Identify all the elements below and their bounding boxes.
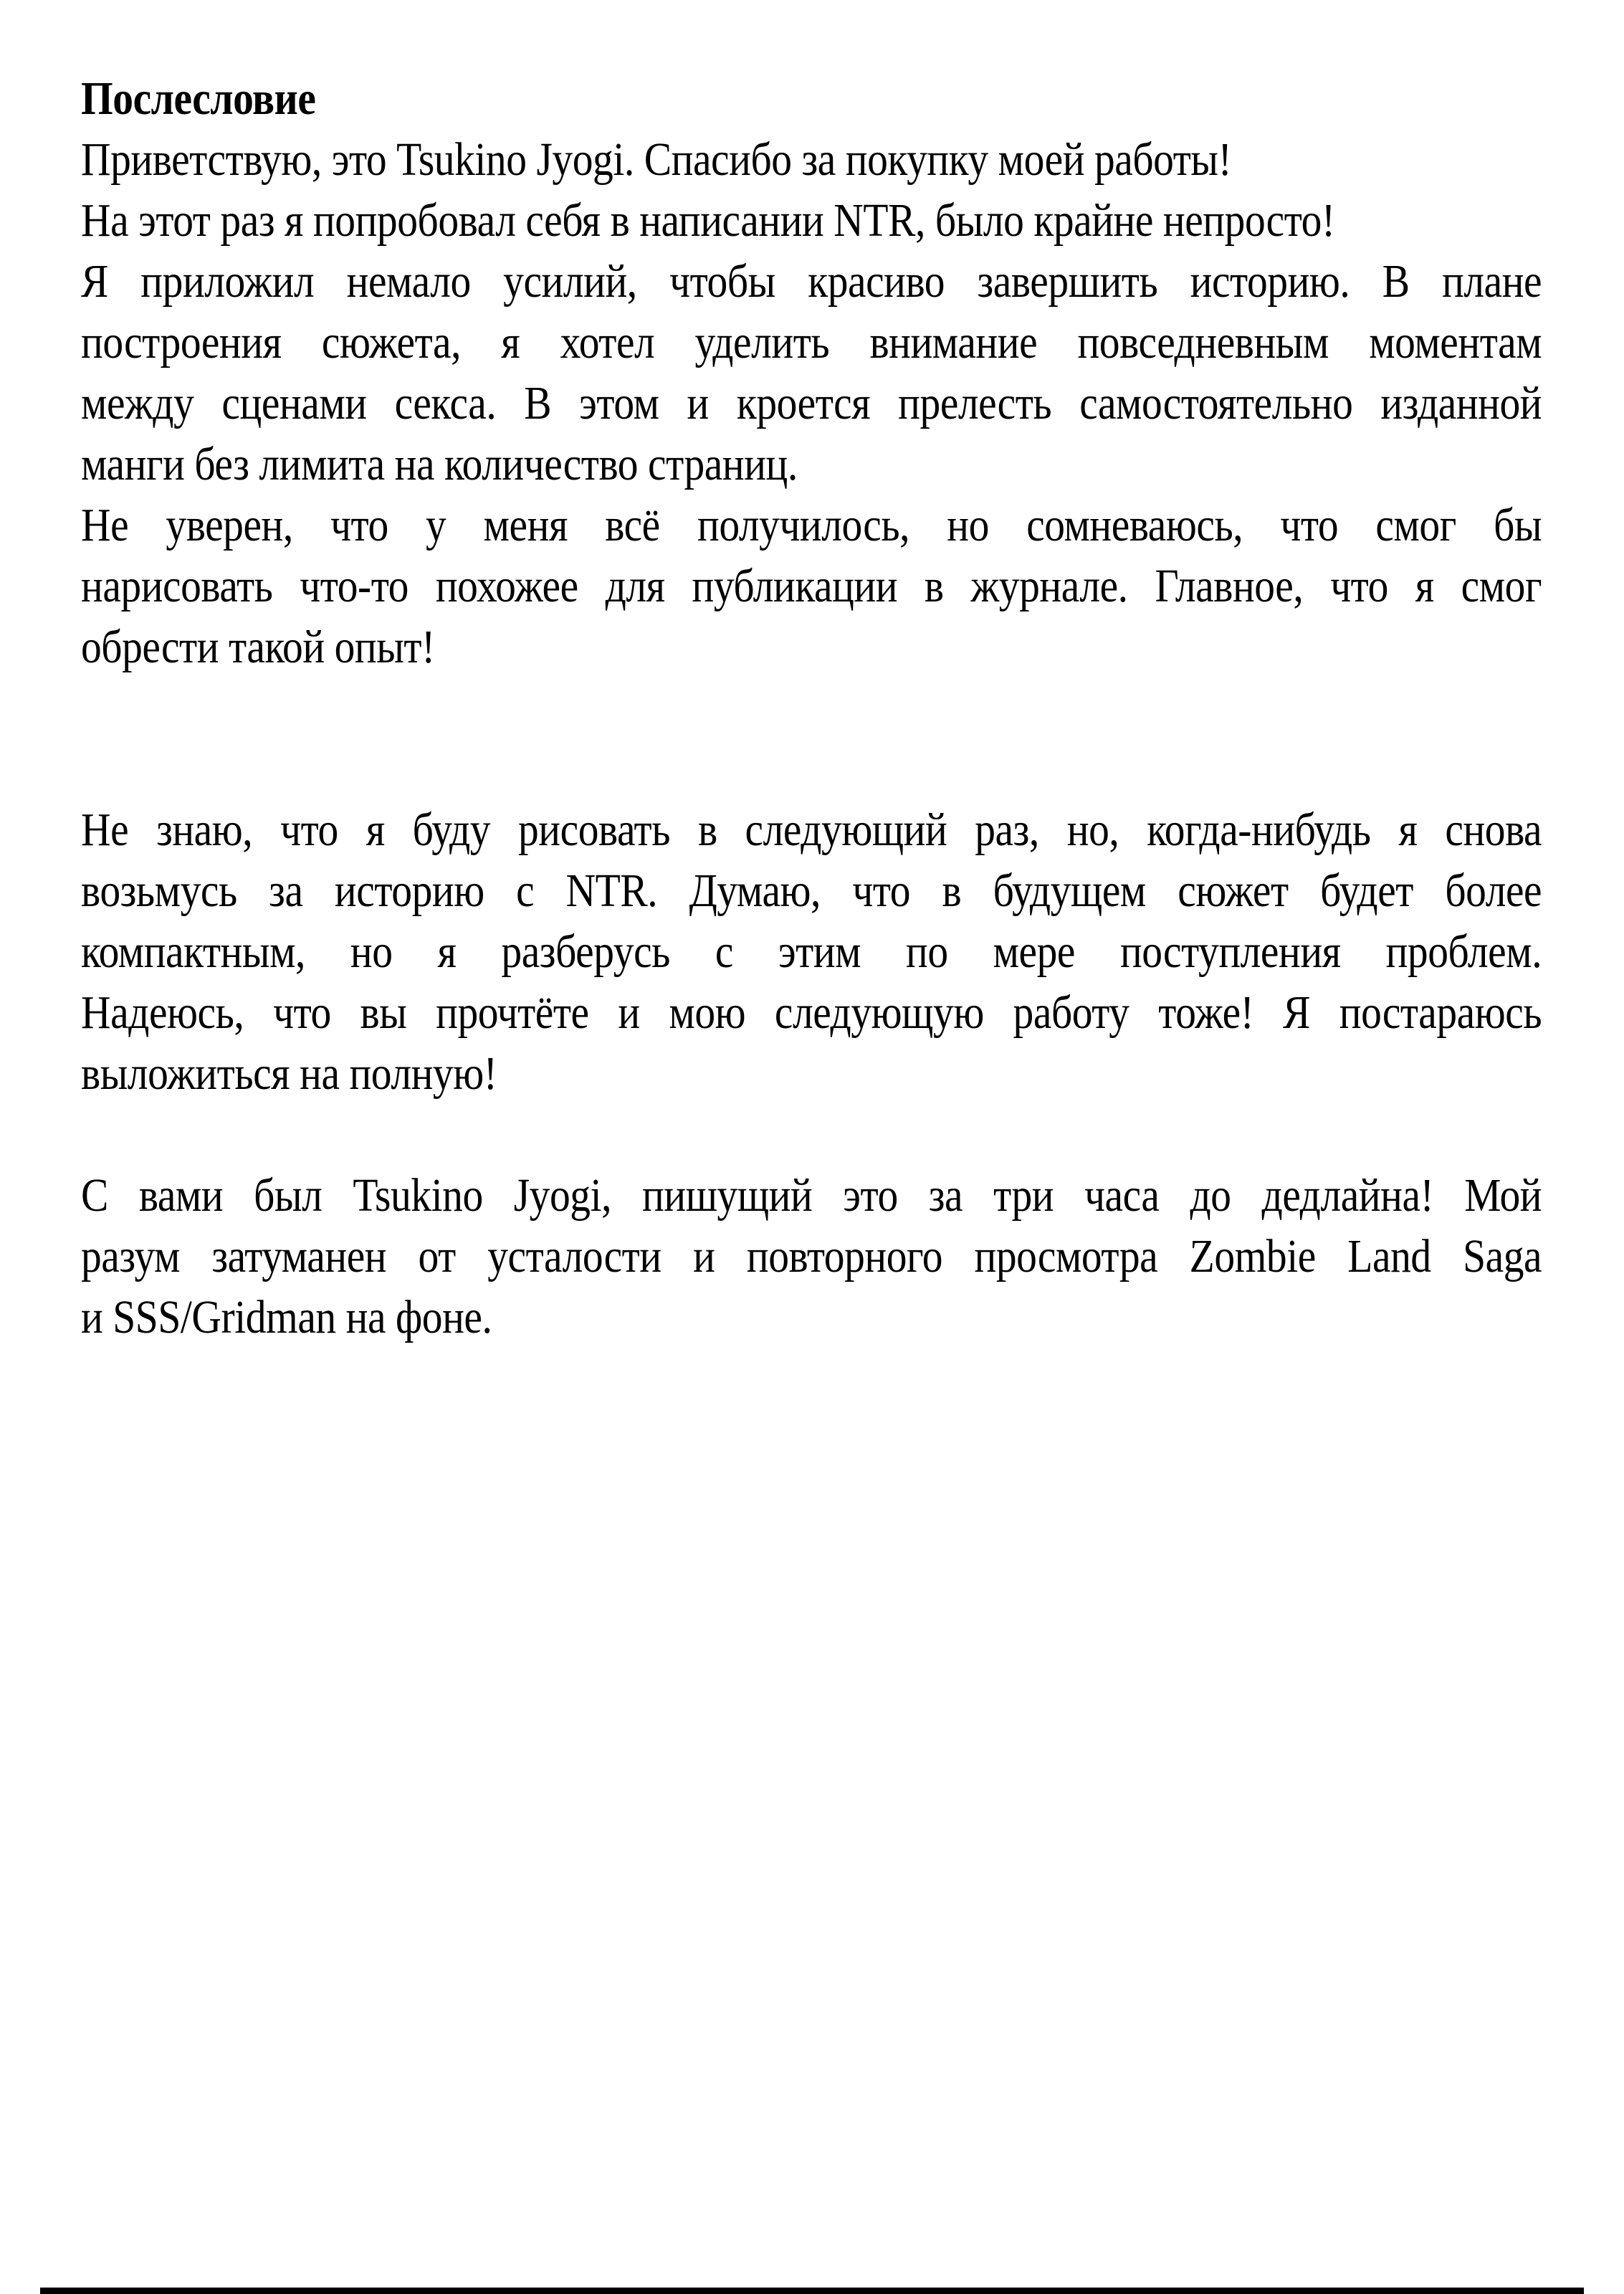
text-line: манги без лимита на количество страниц. — [81, 438, 798, 490]
text-line: компактным, но я разберусь с этим по мере поступления проблем. — [81, 925, 1542, 978]
text-line: выложиться на полную! — [81, 1047, 497, 1100]
blank-line — [81, 1104, 1542, 1165]
text-line: и SSS/Gridman на фоне. — [81, 1291, 492, 1343]
afterword-text-block — [81, 68, 1542, 1348]
afterword-paragraphs — [81, 129, 1542, 1348]
text-line: Я приложил немало усилий, чтобы красиво завершить историю. В плане — [81, 255, 1542, 308]
text-line: Надеюсь, что вы прочтёте и мою следующую работу тоже! Я постараюсь — [81, 986, 1542, 1039]
text-line: обрести такой опыт! — [81, 621, 435, 673]
text-line: Не уверен, что у меня всё получилось, но сомневаюсь, что смог бы — [81, 499, 1542, 551]
text-line: С вами был Tsukino Jyogi, пишущий это за три часа до дедлайна! Мой — [81, 1169, 1542, 1222]
text-line: построения сюжета, я хотел уделить внимание повседневным моментам — [81, 316, 1542, 368]
text-line: нарисовать что-то похожее для публикации в журнале. Главное, что я смог — [81, 560, 1542, 612]
text-line: На этот раз я попробовал себя в написании NTR, было крайне непросто! — [81, 194, 1335, 247]
text-line: разум затуманен от усталости и повторного просмотра Zombie Land Saga — [81, 1230, 1542, 1282]
page-title: Послесловие — [81, 72, 316, 125]
blank-line — [81, 677, 1542, 799]
text-line: Приветствую, это Tsukino Jyogi. Спасибо за покупку моей работы! — [81, 133, 1232, 186]
text-line: между сценами секса. В этом и кроется прелесть самостоятельно изданной — [81, 377, 1542, 429]
text-line: возьмусь за историю с NTR. Думаю, что в будущем сюжет будет более — [81, 865, 1542, 917]
text-line: Не знаю, что я буду рисовать в следующий раз, но, когда-нибудь я снова — [81, 804, 1542, 856]
page-bottom-rule — [40, 2288, 1584, 2294]
